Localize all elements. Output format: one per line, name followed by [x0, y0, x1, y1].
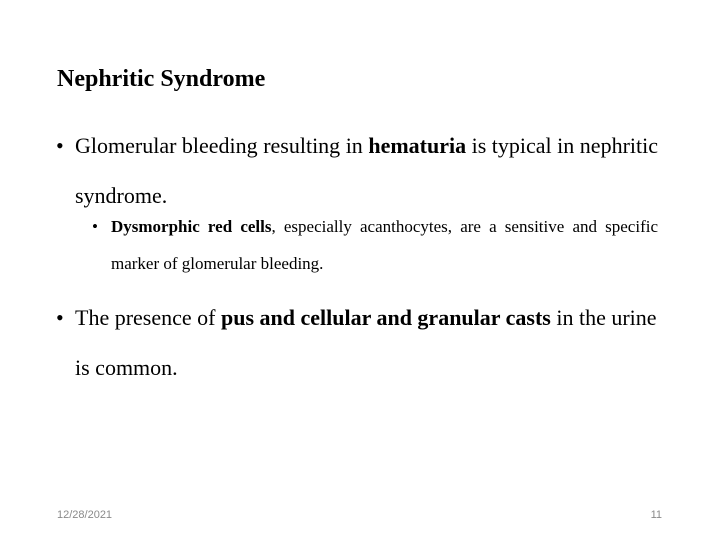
slide-title: Nephritic Syndrome: [57, 66, 266, 92]
bullet-casts: [56, 293, 658, 393]
bullet-text: [75, 293, 658, 393]
sub-bullet-text-bold: Dysmorphic red cells: [111, 217, 272, 236]
bullet-text-post: is typical in nephritic syndrome.: [75, 133, 658, 208]
sub-bullet-text: [111, 208, 658, 282]
bullet-text: [75, 121, 658, 221]
bullet-text-bold: pus and cellular and granular casts: [220, 305, 551, 330]
sub-bullet-dysmorphic-cells: [92, 208, 658, 282]
footer-date: 12/28/2021: [57, 509, 113, 521]
bullet-text-pre: The presence of: [75, 305, 221, 330]
bullet-text-post: in the urine is common.: [75, 305, 657, 380]
sub-bullet-marker: •: [92, 217, 98, 236]
bullet-text-pre: Glomerular bleeding resulting in: [75, 133, 369, 158]
footer-page-number: 11: [650, 509, 662, 521]
bullet-marker: •: [56, 133, 64, 158]
sub-bullet-text-post: , especially acanthocytes, are a sensitive and specific marker of glomerular bleeding.: [111, 217, 659, 273]
bullet-hematuria: [56, 121, 658, 221]
bullet-marker: •: [56, 305, 64, 330]
bullet-text-bold: hematuria: [368, 133, 467, 158]
